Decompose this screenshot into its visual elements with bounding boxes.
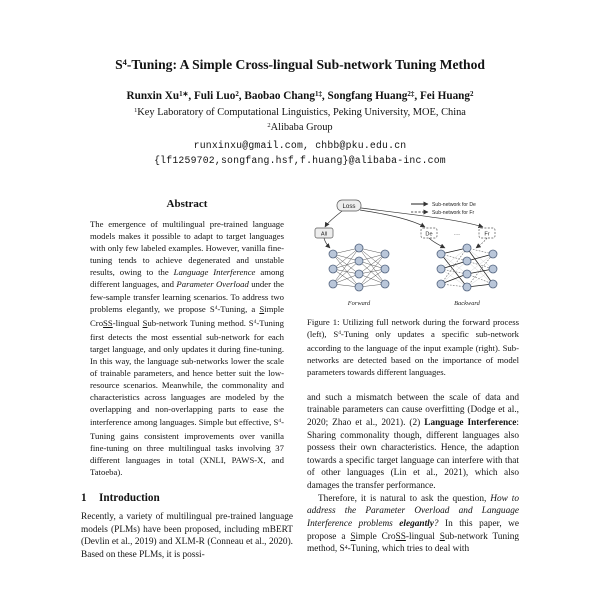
figure-1-diagram (307, 198, 519, 310)
backward-label: Backward (454, 300, 480, 307)
body-paragraph-question: Therefore, it is natural to ask the question, How to address the Parameter Overload and Language Interference problems elegantly? In this paper, we propose a Simple CroSS-lingual Sub-network Tuning method, $S^4$-Tuning, which tries to deal with (307, 493, 519, 555)
arrow-loss-to-all (325, 211, 342, 227)
section-title: Introduction (99, 491, 160, 504)
de-box (421, 228, 437, 238)
email-line-1: runxinxu@gmail.com, chbb@pku.edu.cn (193, 140, 407, 151)
abstract-text: The emergence of multilingual pre-trained language models makes it possible to adapt to target languages with only few labeled examples. However, vanilla fine-tuning tends to achieve degenerated and unstable results, owing to the Language Interference among different languages, and Parameter Overload under the few-sample transfer learning scenarios. To address two problems elegantly, we propose $S^4$-Tuning, a Simple CroSS-lingual Sub-network Tuning method. $S^4$-Tuning first detects the most essential sub-network for each target language, and only updates it during fine-tuning. In this way, the language sub-networks lower the scale of trainable parameters, and hence better suit the low-resource scenarios. Meanwhile, the commonality and characteristics across languages are modeled by the overlapping and non-overlapping parts to ease the interference among languages. Simple but effective, $S^4$-Tuning gains consistent improvements over vanilla fine-tuning on three multilingual tasks involving 37 different languages in total (XNLI, PAWS-X, and Tatoeba). (90, 219, 284, 477)
body-paragraph-interference: and such a mismatch between the scale of data and trainable parameters can cause overfitting (Dodge et al., 2020; Zhao et al., 2021). (2) Language Interference: Sharing commonality though, different languages also possess their own characteristics. Hence, the adaption towards a specific target language can interfere with that of other languages (Lin et al., 2021), which also damages the transfer performance. (307, 392, 519, 492)
backward-network (437, 244, 497, 291)
right-column (307, 198, 519, 562)
introduction-paragraph: Recently, a variety of multilingual pre-trained language models (PLMs) have been proposed, including mBERT (Devlin et al., 2019) and XLM-R (Conneau et al., 2020). Based on these PLMs, it is possi- (81, 511, 293, 560)
figure-1-caption: Figure 1: Utilizing full network during the forward process (left), $S^4$-Tuning only updates a specific sub-network according to the language of the input example (right). Sub-networks are detected based on the importance of model parameters towards different languages. (307, 317, 519, 377)
affiliations (0, 106, 600, 135)
figure-legend (411, 202, 476, 216)
arrow-de-to-network (429, 238, 445, 248)
fr-box (479, 228, 495, 238)
legend-label-de: Sub-network for De (432, 202, 476, 208)
affiliation-alibaba: $^2$Alibaba Group (267, 121, 333, 133)
forward-label: Forward (347, 300, 371, 307)
loss-label: Loss (342, 203, 356, 211)
forward-network (329, 244, 389, 291)
left-column (81, 198, 293, 562)
all-box (315, 228, 333, 238)
figure-1 (307, 198, 519, 379)
fr-label: Fr (484, 231, 490, 238)
section-heading-introduction (81, 492, 293, 504)
arrow-loss-to-de (360, 210, 425, 227)
email-line-2: {lf1259702,songfang.hsf,f.huang}@alibaba-inc.com (154, 154, 446, 166)
two-column-body (81, 198, 519, 562)
section-number: 1 (81, 491, 87, 504)
ellipsis-label: ··· (453, 231, 461, 238)
legend-label-fr: Sub-network for Fr (432, 210, 475, 216)
affiliation-pku: $^1$Key Laboratory of Computational Linguistics, Peking University, MOE, China (134, 107, 466, 118)
author-line: Runxin $Xu^{1∗}$, Fuli Luo$^2$, Baobao Chang$^{1\ddagger}$, Songfang Huang$^{2\ddagger}$, Fei Huang$^2$ (126, 89, 474, 102)
paper-title: $S^4$-Tuning: A Simple Cross-lingual Sub-network Tuning Method (115, 57, 485, 72)
abstract-heading: Abstract (166, 198, 208, 210)
de-label: De (425, 231, 433, 238)
abstract-section (81, 198, 293, 478)
arrow-all-to-network (324, 238, 330, 248)
all-label: All (320, 231, 328, 238)
arrow-fr-to-network (476, 238, 487, 248)
email-block (0, 139, 600, 168)
loss-node (337, 200, 361, 211)
